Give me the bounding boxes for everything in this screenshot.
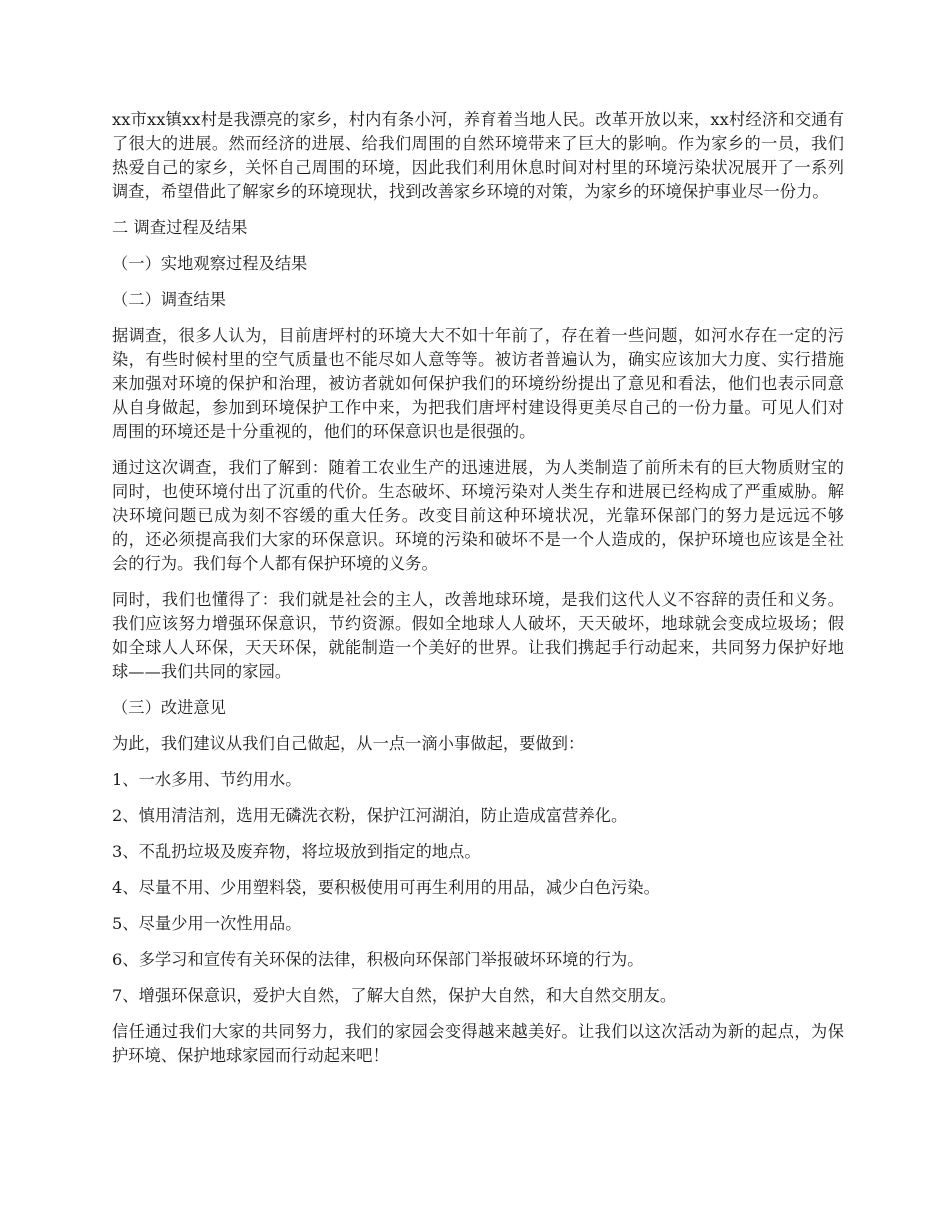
document-page xyxy=(112,108,844,1080)
suggestion-item-5: 5、尽量少用一次性用品。 xyxy=(112,914,302,933)
suggestion-item-1: 1、一水多用、节约用水。 xyxy=(112,770,302,789)
subheading-improvement-suggestions: （三）改进意见 xyxy=(112,698,227,717)
findings-paragraph: 通过这次调查，我们了解到：随着工农业生产的迅速进展，为人类制造了前所未有的巨大物质财宝的同时，也使环境付出了沉重的代价。生态破坏、环境污染对人类生存和进展已经构成了严重威胁。解决环境问题已成为刻不容缓的重大任务。改变目前这种环境状况，光靠环保部门的努力是远远不够的，还必须提高我们大家的环保意识。环境的污染和破坏不是一个人造成的，保护环境也应该是全社会的行为。我们每个人都有保护环境的义务。 xyxy=(112,458,844,573)
suggestion-item-7: 7、增强环保意识，爱护大自然，了解大自然，保护大自然，和大自然交朋友。 xyxy=(112,986,677,1005)
suggestion-item-2: 2、慎用清洁剂，选用无磷洗衣粉，保护江河湖泊，防止造成富营养化。 xyxy=(112,806,628,825)
responsibility-paragraph: 同时，我们也懂得了：我们就是社会的主人，改善地球环境，是我们这代人义不容辞的责任和义务。我们应该努力增强环保意识，节约资源。假如全地球人人破坏，天天破坏，地球就会变成垃圾场；假如全球人人环保，天天环保，就能制造一个美好的世界。让我们携起手行动起来，共同努力保护好地球——我们共同的家园。 xyxy=(112,590,844,681)
subheading-field-observation: （一）实地观察过程及结果 xyxy=(112,254,308,273)
intro-paragraph: xx市xx镇xx村是我漂亮的家乡，村内有条小河，养育着当地人民。改革开放以来，xx村经济和交通有了很大的进展。然而经济的进展、给我们周围的自然环境带来了巨大的影响。作为家乡的一员，我们热爱自己的家乡，关怀自己周围的环境，因此我们利用休息时间对村里的环境污染状况展开了一系列调查，希望借此了解家乡的环境现状，找到改善家乡环境的对策，为家乡的环境保护事业尽一份力。 xyxy=(112,110,844,201)
results-paragraph: 据调查，很多人认为，目前唐坪村的环境大大不如十年前了，存在着一些问题，如河水存在一定的污染，有些时候村里的空气质量也不能尽如人意等等。被访者普遍认为，确实应该加大力度、实行措施来加强对环境的保护和治理，被访者就如何保护我们的环境纷纷提出了意见和看法，他们也表示同意从自身做起，参加到环境保护工作中来，为把我们唐坪村建设得更美尽自己的一份力量。可见人们对周围的环境还是十分重视的，他们的环保意识也是很强的。 xyxy=(112,326,844,441)
subheading-survey-results: （二）调查结果 xyxy=(112,290,227,309)
suggestion-item-4: 4、尽量不用、少用塑料袋，要积极使用可再生利用的用品，减少白色污染。 xyxy=(112,878,660,897)
suggestion-item-3: 3、不乱扔垃圾及废弃物，将垃圾放到指定的地点。 xyxy=(112,842,481,861)
section-heading-survey-process: 二 调查过程及结果 xyxy=(112,218,248,237)
closing-paragraph: 信任通过我们大家的共同努力，我们的家园会变得越来越美好。让我们以这次活动为新的起点，为保护环境、保护地球家园而行动起来吧！ xyxy=(112,1022,844,1065)
suggestion-intro: 为此，我们建议从我们自己做起，从一点一滴小事做起，要做到： xyxy=(112,734,585,753)
suggestion-item-6: 6、多学习和宣传有关环保的法律，积极向环保部门举报破坏环境的行为。 xyxy=(112,950,644,969)
